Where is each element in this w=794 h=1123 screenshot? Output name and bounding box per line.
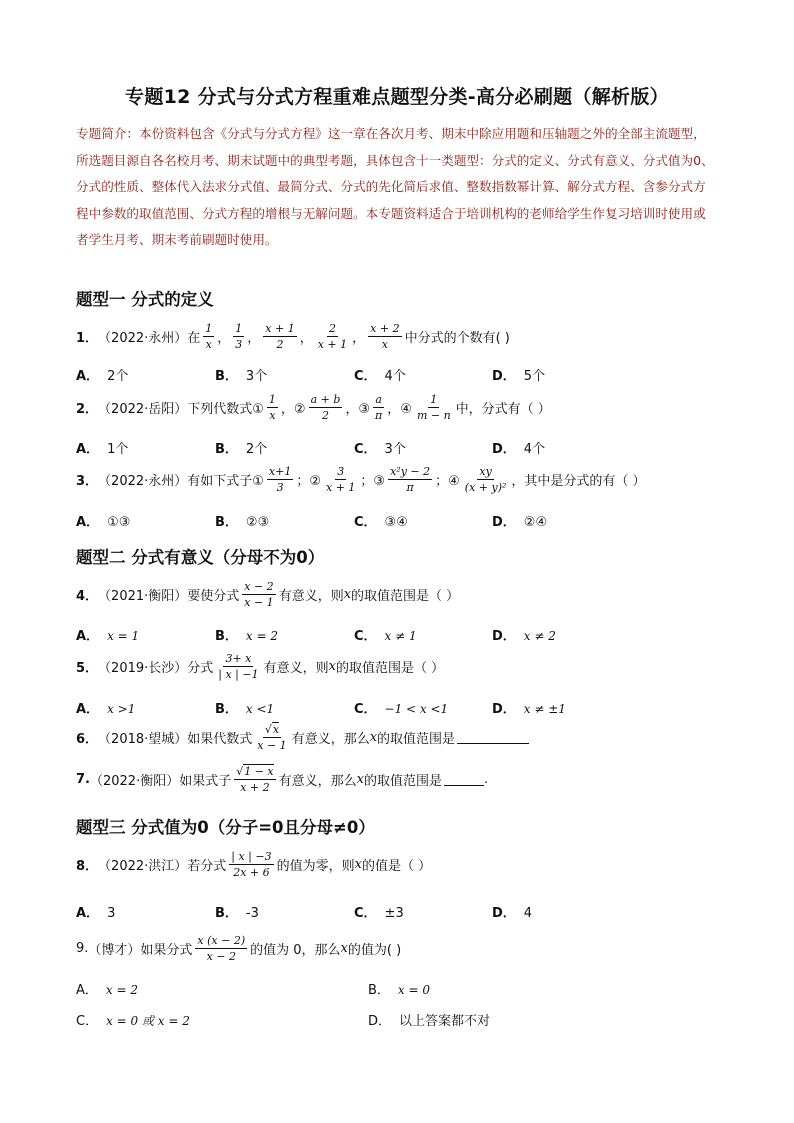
fraction: $\frac{x - 2}{x - 1}$ (244, 580, 274, 609)
intro-paragraph: 专题简介：本份资料包含《分式与分式方程》这一章在各次月考、期末中除应用题和压轴题之外的全部主流题型，所选题目源自各名校月考、期末试题中的典型考题，具体包含十一类题型：分式的定义、分式有意义、分式值为0、分式的性质、整体代入法求分式值、最简分式、分式的先化简后求值、整数指数幂计算、解分式方程、含参分式方程中参数的取值范围、分式方程的增根与无解问题。本专题资料适合于培训机构的老师给学生作复习培训时使用或者学生月考、期末考前刷题时使用。 (76, 126, 714, 247)
separator: ，④ (387, 402, 412, 417)
option-a[interactable]: A． x = 1 (76, 629, 140, 644)
question-4 (76, 580, 459, 609)
option-c[interactable]: C． x ≠ 1 (354, 629, 417, 644)
option-c[interactable]: C． ±3 (354, 906, 404, 921)
fraction: $\frac{1}{x}$ (205, 322, 213, 351)
question-3 (76, 465, 646, 494)
question-7 (76, 765, 488, 794)
option-d[interactable]: D． 4 (492, 906, 533, 921)
section-heading-3: 题型三 分式值为0（分子=0且分母≠0） (76, 818, 375, 837)
section-heading-2: 题型二 分式有意义（分母不为0） (76, 548, 325, 567)
option-a[interactable]: A． x >1 (76, 702, 136, 717)
option-b[interactable]: B． x = 2 (215, 629, 279, 644)
option-a[interactable]: A． 2个 (76, 369, 129, 384)
fraction: $\frac{xy}{\text{(x + y)²}}$ (464, 465, 507, 494)
question-source: （博才）如果分式 (88, 943, 193, 958)
fraction: $\frac{\text{x²y − 2}}{\pi}$ (390, 465, 431, 494)
fraction: $\frac{1}{m - n}$ (416, 393, 451, 422)
fraction: $\frac{1}{3}$ (235, 322, 243, 351)
question-8 (76, 850, 431, 879)
question-6 (76, 723, 529, 752)
question-text: 有意义，则 (263, 661, 329, 676)
option-d[interactable]: D． 5个 (492, 369, 546, 384)
option-d[interactable]: D． x ≠ ±1 (492, 702, 566, 717)
option-b[interactable]: B． 3个 (215, 369, 268, 384)
fraction: $\frac{2}{x + 1}$ (317, 322, 348, 351)
option-c[interactable]: C． 4个 (354, 369, 406, 384)
question-1: 1． （2022·永州）在 $\frac{1}{x}$ ， $\frac{1}{3}$ ， $\frac{x + 1}{2}$ ， $\frac{2}{x + 1}$ ， $\frac{x + 2}{x}$ 中分式的个数有( ) (76, 322, 510, 351)
option-a[interactable]: A． 3 (76, 906, 116, 921)
question-source: （2019·长沙）分式 (98, 661, 214, 676)
option-b[interactable]: B． ②③ (215, 515, 270, 530)
fraction: $\frac{x + 2}{x}$ (370, 322, 400, 351)
question-5 (76, 652, 444, 681)
question-number: 6． (76, 732, 99, 747)
variable: x (369, 730, 378, 745)
fraction: $\frac{x (x - 2)}{x - 2}$ (197, 934, 246, 963)
question-text: 有意义，则 (278, 589, 344, 604)
question-number: 2． (76, 402, 99, 417)
separator: ，③ (345, 402, 371, 417)
question-text: 的值是（ ） (361, 859, 432, 874)
question-text: 的值为( ) (347, 943, 402, 958)
question-source: （2018·望城）如果代数式 (98, 732, 253, 747)
fraction: $\frac{3+ x}{| x | -1}$ (218, 652, 259, 681)
question-number: 7. (76, 772, 90, 787)
option-c[interactable]: C． ③④ (354, 515, 408, 530)
question-source: （2022·永州）在 (98, 331, 201, 346)
question-text: 中分式的个数有( ) (404, 331, 510, 346)
radical-fraction: $\frac{√x}{x - 1}$ (257, 723, 287, 752)
option-d[interactable]: D． x ≠ 2 (492, 629, 556, 644)
fraction: $\frac{a}{\pi}$ (375, 393, 383, 422)
answer-blank[interactable] (457, 731, 529, 744)
question-text: 的取值范围是 (377, 732, 456, 747)
option-d[interactable]: D． 4个 (492, 442, 546, 457)
question-text: 有意义，那么 (291, 732, 370, 747)
question-number: 3． (76, 474, 99, 489)
fraction: $\frac{x+1}{3}$ (268, 465, 292, 494)
question-source: （2022·岳阳）下列代数式① (98, 402, 264, 417)
option-c[interactable]: C． 3个 (354, 442, 406, 457)
question-2 (76, 393, 551, 422)
variable: x (354, 857, 362, 872)
option-b[interactable]: B． x <1 (215, 702, 275, 717)
question-source: （2022·洪江）若分式 (98, 859, 227, 874)
separator: ；④ (435, 474, 460, 489)
fraction: $\frac{| x | -3}{2x + 6}$ (231, 850, 272, 879)
fraction: $\frac{x + 1}{2}$ (265, 322, 295, 351)
question-source: （2022·永州）有如下式子① (98, 474, 264, 489)
answer-blank[interactable] (444, 773, 484, 786)
question-9 (76, 934, 401, 963)
question-source: （2021·衡阳）要使分式 (98, 589, 240, 604)
variable: x (343, 587, 352, 602)
separator: ，② (280, 402, 306, 417)
separator: ；③ (360, 474, 386, 489)
page-title: 专题12 分式与分式方程重难点题型分类-高分必刷题（解析版） (125, 86, 669, 108)
question-number: 5． (76, 661, 99, 676)
question-text: 的取值范围是（ ） (351, 589, 460, 604)
option-a[interactable]: A． x = 2 (76, 983, 138, 998)
variable: x (328, 659, 336, 674)
question-number: 9. (76, 941, 89, 956)
option-d[interactable]: D． ②④ (492, 515, 548, 530)
option-b[interactable]: B． 2个 (215, 442, 268, 457)
separator: ；② (296, 474, 321, 489)
question-text: 的值为 0，那么 (250, 943, 341, 958)
question-text: 有意义，那么 (278, 774, 357, 789)
question-number: 4． (76, 589, 99, 604)
question-text: 的取值范围是（ ） (335, 661, 445, 676)
option-b[interactable]: B． -3 (215, 906, 259, 921)
fraction: $\frac{3}{x + 1}$ (326, 465, 356, 494)
period: . (484, 772, 489, 787)
question-text: ，其中是分式的有（ ） (511, 474, 646, 489)
option-a[interactable]: A． 1个 (76, 442, 129, 457)
radical-fraction: $\frac{√1 - x}{x + 2}$ (236, 765, 274, 794)
option-a[interactable]: A． ①③ (76, 515, 131, 530)
option-b[interactable]: B． x = 0 (368, 983, 431, 998)
question-text: 中，分式有（ ） (455, 402, 551, 417)
question-number: 8． (76, 859, 99, 874)
variable: x (356, 772, 364, 787)
option-c[interactable]: C． −1 < x <1 (354, 702, 449, 717)
question-text: 的取值范围是 (364, 774, 443, 789)
option-d[interactable]: D． 以上答案都不对 (368, 1014, 491, 1029)
fraction: $\frac{a + b}{2}$ (310, 393, 341, 422)
question-text: 的值为零，则 (276, 859, 355, 874)
option-c[interactable]: C． x = 0 或 x = 2 (76, 1014, 190, 1029)
variable: x (340, 941, 348, 956)
question-number: 1． (76, 331, 99, 346)
question-source: （2022·衡阳）如果式子 (89, 774, 232, 789)
section-heading-1: 题型一 分式的定义 (76, 290, 214, 309)
fraction: $\frac{1}{x}$ (268, 393, 276, 422)
